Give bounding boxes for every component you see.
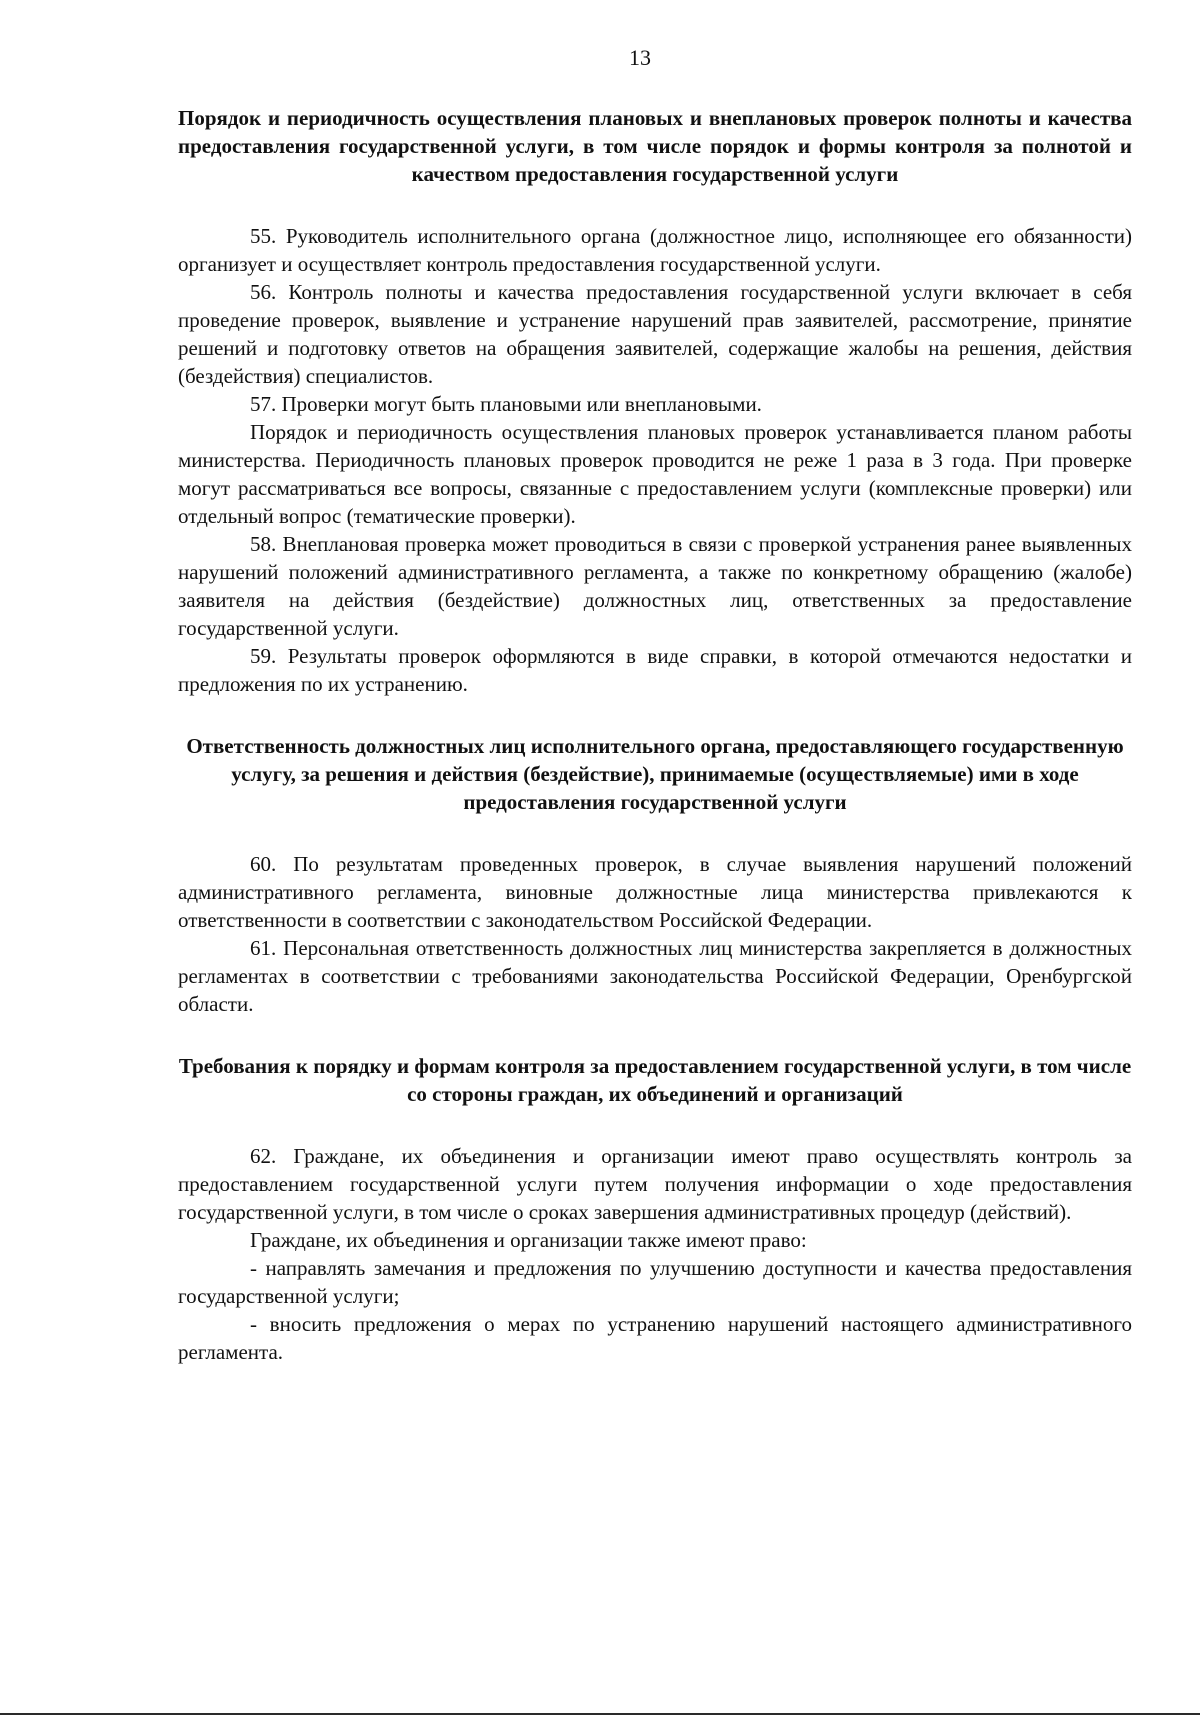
paragraph-57-procedure: Порядок и периодичность осуществления плановых проверок устанавливается планом работы министерства. Периодичность плановых проверок проводится не реже 1 раза в 3 года. При проверке могут рассматриваться все вопросы, связанные с предоставлением услуги (комплексные проверки) или отдельный вопрос (тематические проверки). [178,420,1132,528]
section-heading: Требования к порядку и формам контроля за предоставлением государственной услуги, в том числе со стороны граждан, их объединений и организаций [178,1054,1132,1106]
paragraph-58: 58. Внеплановая проверка может проводиться в связи с проверкой устранения ранее выявленных нарушений положений административного регламента, а также по конкретному обращению (жалобе) заявителя на действия (бездействие) должностных лиц, ответственных за предоставление государственной услуги. [178,532,1132,640]
paragraph-60: 60. По результатам проведенных проверок, в случае выявления нарушений положений административного регламента, виновные должностные лица министерства привлекаются к ответственности в соответствии с законодательством Российской Федерации. [178,852,1132,932]
paragraph-56: 56. Контроль полноты и качества предоставления государственной услуги включает в себя проведение проверок, выявление и устранение нарушений прав заявителей, рассмотрение, принятие решений и подготовку ответов на обращения заявителей, содержащие жалобы на решения, действия (бездействия) специалистов. [178,280,1132,388]
section-control-requirements [178,1052,1132,1366]
section-heading: Ответственность должностных лиц исполнительного органа, предоставляющего государственную услугу, за решения и действия (бездействие), принимаемые (осуществляемые) ими в ходе предоставления государственной услуги [186,734,1124,814]
section-officials-responsibility [178,732,1132,1018]
list-item-proposals: - вносить предложения о мерах по устранению нарушений настоящего административного регламента. [178,1312,1132,1364]
paragraph-61: 61. Персональная ответственность должностных лиц министерства закрепляется в должностных регламентах в соответствии с требованиями законодательства Российской Федерации, Оренбургской области. [178,936,1132,1016]
section-heading: Порядок и периодичность осуществления плановых и внеплановых проверок полноты и качества предоставления государственной услуги, в том числе порядок и формы контроля за полнотой и качеством предоставления государственной услуги [178,106,1132,186]
paragraph-62-rights-intro: Граждане, их объединения и организации также имеют право: [250,1228,807,1252]
paragraph-62: 62. Граждане, их объединения и организации имеют право осуществлять контроль за предоставлением государственной услуги путем получения информации о ходе предоставления государственной услуги, в том числе о сроках завершения административных процедур (действий). [178,1144,1132,1224]
list-item-remarks: - направлять замечания и предложения по улучшению доступности и качества предоставления государственной услуги; [178,1256,1132,1308]
page-number: 13 [629,45,651,70]
paragraph-55: 55. Руководитель исполнительного органа (должностное лицо, исполняющее его обязанности) организует и осуществляет контроль предоставления государственной услуги. [178,224,1132,276]
paragraph-59: 59. Результаты проверок оформляются в виде справки, в которой отмечаются недостатки и предложения по их устранению. [178,644,1132,696]
document-body [178,104,1132,1366]
section-inspection-procedure [178,104,1132,698]
paragraph-57: 57. Проверки могут быть плановыми или внеплановыми. [250,392,762,416]
scan-edge-line [0,1713,1200,1715]
